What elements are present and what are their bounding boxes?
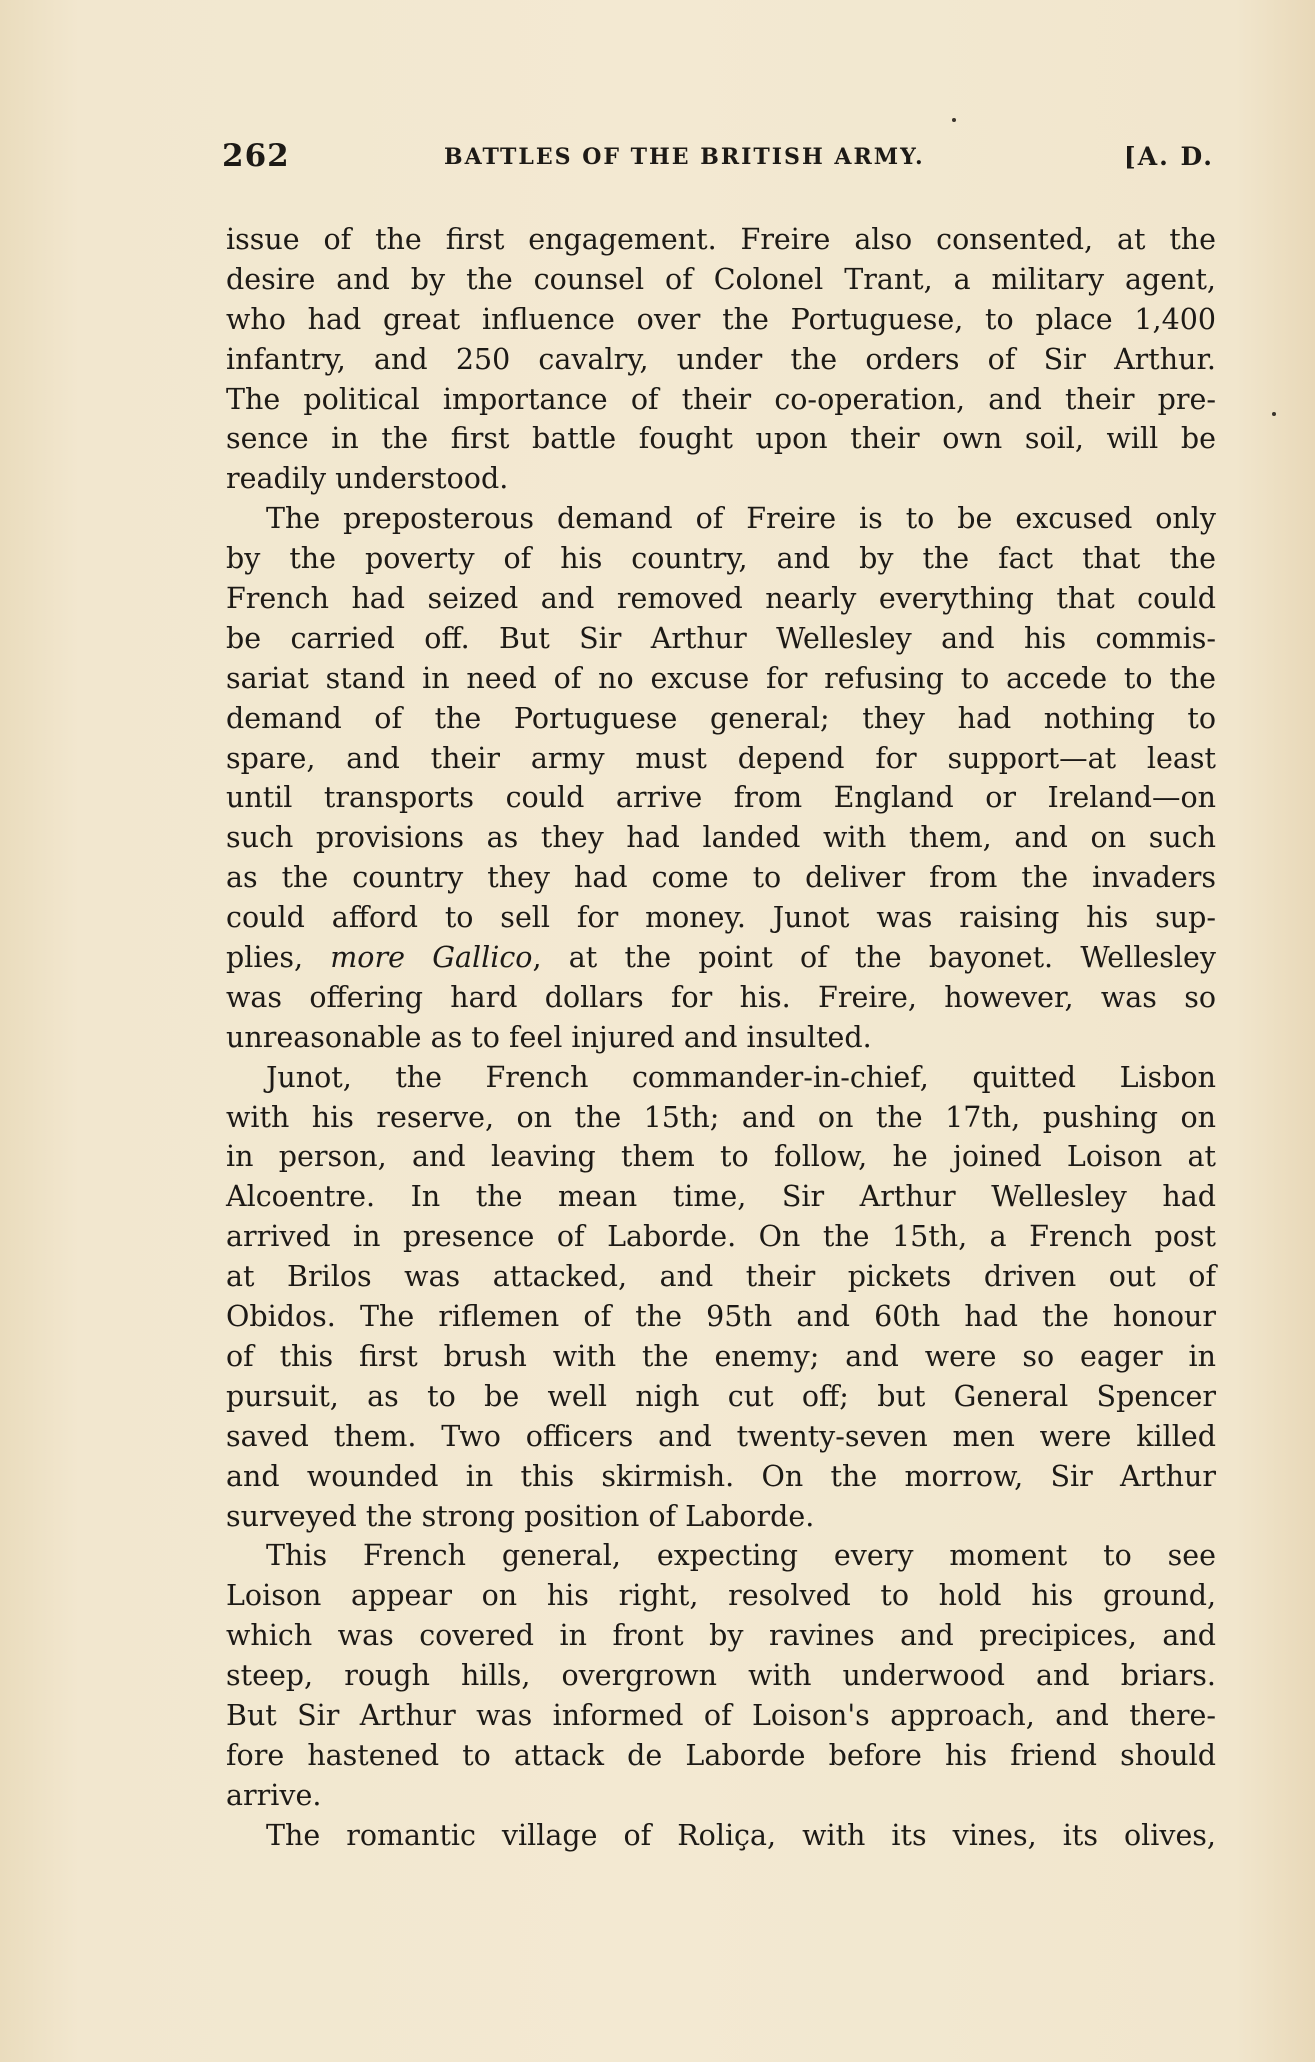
- text-line: steep, rough hills, overgrown with underwood and briars.: [226, 1659, 1216, 1693]
- page-number: 262: [222, 138, 290, 174]
- ink-speck: [952, 118, 956, 122]
- text-line: sence in the first battle fought upon their own soil, will be: [226, 422, 1216, 456]
- text-line: which was covered in front by ravines and precipices, and: [226, 1619, 1216, 1653]
- text-line: as the country they had come to deliver from the invaders: [226, 861, 1216, 895]
- page-header: [222, 138, 1214, 184]
- section-mark: [A. D.: [1123, 142, 1214, 171]
- text-line: sariat stand in need of no excuse for refusing to accede to the: [226, 661, 1216, 695]
- text-line: issue of the first engagement. Freire also consented, at the: [226, 223, 1216, 256]
- text-line: until transports could arrive from England or Ireland—on: [226, 781, 1216, 815]
- text-line: desire and by the counsel of Colonel Trant, a military agent,: [226, 262, 1216, 296]
- text-line: The political importance of their co-operation, and their pre-: [226, 382, 1216, 416]
- text-line: was offering hard dollars for his. Freire, however, was so: [226, 980, 1216, 1014]
- text-line: fore hastened to attack de Laborde before his friend should: [226, 1738, 1216, 1772]
- text-line: This French general, expecting every moment to see: [266, 1539, 1216, 1573]
- text-line: Obidos. The riflemen of the 95th and 60th had the honour: [226, 1300, 1216, 1334]
- text-line: and wounded in this skirmish. On the morrow, Sir Arthur: [226, 1459, 1216, 1493]
- text-line: readily understood.: [226, 462, 509, 496]
- text-line: demand of the Portuguese general; they had nothing to: [226, 701, 1216, 735]
- text-line: arrived in presence of Laborde. On the 15th, a French post: [226, 1220, 1216, 1254]
- text-line: by the poverty of his country, and by the fact that the: [226, 542, 1216, 576]
- text-line: who had great influence over the Portuguese, to place 1,400: [226, 302, 1216, 336]
- text-line: French had seized and removed nearly everything that could: [226, 582, 1216, 616]
- text-line: But Sir Arthur was informed of Loison's approach, and there-: [226, 1698, 1216, 1732]
- text-line: pursuit, as to be well nigh cut off; but General Spencer: [226, 1379, 1216, 1413]
- text-line: Alcoentre. In the mean time, Sir Arthur Wellesley had: [226, 1180, 1216, 1214]
- text-line: infantry, and 250 cavalry, under the orders of Sir Arthur.: [226, 342, 1216, 376]
- text-line: The romantic village of Roliça, with its vines, its olives,: [266, 1818, 1216, 1852]
- text-line: be carried off. But Sir Arthur Wellesley and his commis-: [226, 621, 1216, 655]
- body-text: [226, 220, 1216, 1856]
- text-line: plies, more Gallico, at the point of the bayonet. Wellesley: [226, 941, 1216, 975]
- text-line: arrive.: [226, 1778, 322, 1812]
- text-line: Loison appear on his right, resolved to hold his ground,: [226, 1579, 1216, 1613]
- ink-speck: [1272, 412, 1276, 416]
- text-line: saved them. Two officers and twenty-seven men were killed: [226, 1419, 1216, 1453]
- running-title: BATTLES OF THE BRITISH ARMY.: [444, 144, 925, 170]
- text-line: unreasonable as to feel injured and insulted.: [226, 1020, 872, 1054]
- text-line: such provisions as they had landed with them, and on such: [226, 821, 1216, 855]
- text-line: Junot, the French commander-in-chief, quitted Lisbon: [266, 1060, 1216, 1094]
- text-line: at Brilos was attacked, and their pickets driven out of: [226, 1260, 1216, 1294]
- text-line: in person, and leaving them to follow, he joined Loison at: [226, 1140, 1216, 1174]
- text-line: with his reserve, on the 15th; and on the 17th, pushing on: [226, 1100, 1216, 1134]
- text-line: of this first brush with the enemy; and were so eager in: [226, 1339, 1216, 1373]
- italic-phrase: more Gallico: [330, 941, 533, 975]
- text-line: could afford to sell for money. Junot was raising his sup-: [226, 901, 1216, 935]
- text-line: spare, and their army must depend for support—at least: [226, 741, 1216, 775]
- text-line: surveyed the strong position of Laborde.: [226, 1499, 815, 1533]
- text-line: The preposterous demand of Freire is to be excused only: [266, 502, 1216, 536]
